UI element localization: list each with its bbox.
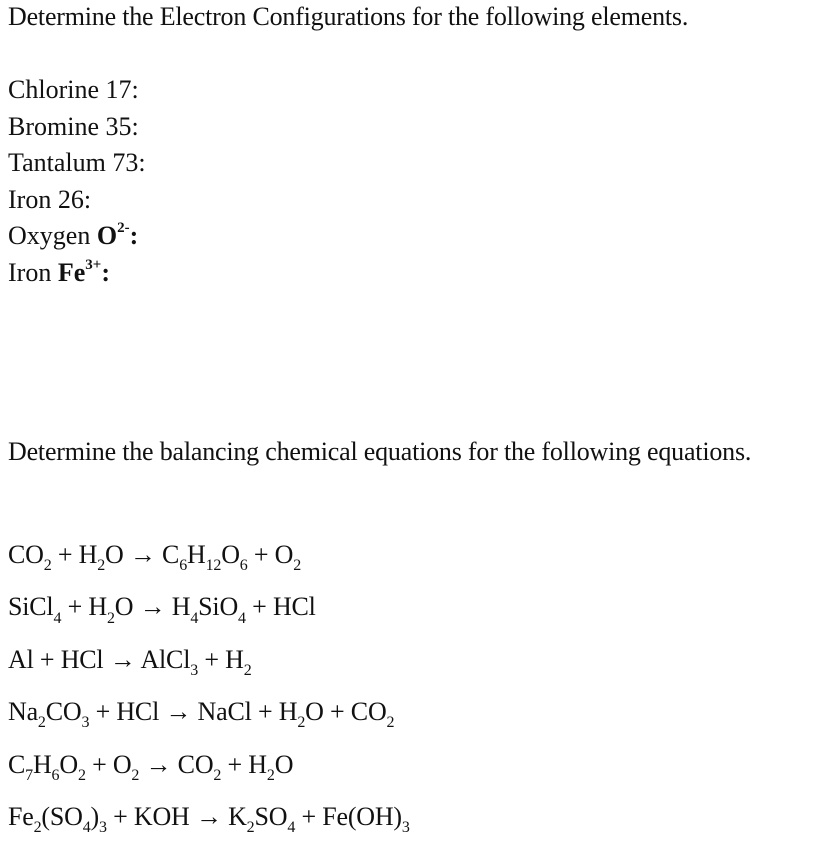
formula-text: CO xyxy=(45,697,82,727)
formula-text: H xyxy=(225,644,244,674)
atomic-number: 26 xyxy=(57,184,84,214)
plus-sign: + xyxy=(57,540,73,569)
product-formula xyxy=(162,540,248,575)
ion-symbol: O xyxy=(96,221,118,250)
subscript: 3 xyxy=(401,819,410,837)
subscript: 2 xyxy=(246,819,255,837)
colon: : xyxy=(83,184,92,214)
formula-text: H xyxy=(78,540,98,569)
reactant-formula xyxy=(8,749,86,784)
ion-charge: 2- xyxy=(117,220,130,237)
colon: : xyxy=(131,75,139,104)
formula-text: HCl xyxy=(60,644,104,674)
reaction-arrow: → xyxy=(129,540,156,569)
atomic-number: 73 xyxy=(112,148,139,177)
formula-text: AlCl xyxy=(140,644,191,674)
reactant-formula xyxy=(8,540,52,575)
subscript: 2 xyxy=(131,766,140,784)
equation-list xyxy=(8,540,410,854)
element-name: Chlorine xyxy=(8,75,99,104)
subscript: 12 xyxy=(205,557,222,575)
formula-text: O xyxy=(112,749,132,779)
atomic-number: 17 xyxy=(105,75,132,104)
subscript: 7 xyxy=(25,766,33,784)
product-formula xyxy=(171,592,246,627)
formula-text: HCl xyxy=(116,697,160,727)
formula-text: O xyxy=(114,592,134,622)
atomic-number: 35 xyxy=(105,111,132,141)
element-line-chlorine xyxy=(8,75,146,112)
reactant-formula xyxy=(112,749,140,784)
subscript: 4 xyxy=(190,609,199,627)
element-name: Bromine xyxy=(8,111,99,141)
subscript: 6 xyxy=(179,557,187,575)
product-formula xyxy=(140,644,199,679)
plus-sign: + xyxy=(257,697,273,727)
formula-text: Fe(OH) xyxy=(322,801,402,831)
colon: : xyxy=(138,148,146,177)
subscript: 4 xyxy=(238,609,246,627)
plus-sign: + xyxy=(330,697,345,727)
formula-text: NaCl xyxy=(197,697,252,727)
formula-text: H xyxy=(32,749,52,779)
configurations-heading: Determine the Electron Configurations for the following elements. xyxy=(8,2,689,31)
subscript: 4 xyxy=(287,819,296,837)
formula-text: KOH xyxy=(133,801,190,831)
plus-sign: + xyxy=(92,749,107,779)
product-formula xyxy=(198,697,252,726)
colon: : xyxy=(131,111,139,141)
subscript: 3 xyxy=(81,714,90,732)
reaction-arrow: → xyxy=(139,592,166,622)
formula-text: CO xyxy=(177,749,214,779)
subscript: 2 xyxy=(213,766,222,784)
ion-symbol: Fe xyxy=(57,257,86,287)
formula-text: C xyxy=(8,749,26,779)
product-formula xyxy=(177,749,222,784)
equation-5 xyxy=(8,750,410,802)
element-name: Iron xyxy=(8,184,52,214)
plus-sign: + xyxy=(39,644,55,674)
product-formula xyxy=(278,697,324,732)
reaction-arrow: → xyxy=(109,644,136,674)
formula-text: Fe xyxy=(8,801,34,831)
formula-text: (SO xyxy=(41,801,83,831)
reactant-formula xyxy=(8,697,90,732)
element-line-tantalum xyxy=(8,148,146,185)
reaction-arrow: → xyxy=(165,697,192,727)
formula-text: HCl xyxy=(272,592,316,622)
formula-text: SO xyxy=(254,801,288,831)
formula-text: C xyxy=(162,540,180,569)
plus-sign: + xyxy=(252,592,267,622)
formula-text: CO xyxy=(350,697,387,727)
reaction-arrow: → xyxy=(145,749,172,779)
equations-heading: Determine the balancing chemical equations for the following equations. xyxy=(8,437,752,466)
formula-text: O xyxy=(59,749,78,779)
element-name: Oxygen xyxy=(8,221,91,250)
subscript: 4 xyxy=(82,819,91,837)
subscript: 2 xyxy=(293,557,302,575)
subscript: 2 xyxy=(33,819,42,837)
subscript: 2 xyxy=(77,766,86,784)
plus-sign: + xyxy=(227,749,242,779)
element-list xyxy=(8,75,146,294)
subscript: 2 xyxy=(106,609,115,627)
formula-text: SiO xyxy=(198,592,239,622)
product-formula xyxy=(322,801,410,837)
element-line-bromine xyxy=(8,112,146,149)
subscript: 2 xyxy=(43,557,52,575)
formula-text: H xyxy=(278,697,298,727)
reaction-arrow: → xyxy=(195,801,222,831)
subscript: 4 xyxy=(53,609,62,627)
formula-text: Al xyxy=(8,644,34,674)
formula-text: K xyxy=(228,801,247,831)
reactant-formula xyxy=(8,801,107,837)
colon: : xyxy=(101,257,110,287)
equation-1 xyxy=(8,540,410,592)
ion-charge: 3+ xyxy=(85,256,102,273)
equation-6 xyxy=(8,802,410,854)
reactant-formula xyxy=(8,645,34,674)
product-formula xyxy=(248,749,294,784)
reactant-formula xyxy=(78,540,124,575)
formula-text: H xyxy=(187,540,206,569)
element-line-iron xyxy=(8,185,146,222)
subscript: 2 xyxy=(97,557,106,575)
formula-text: CO xyxy=(8,540,44,569)
subscript: 6 xyxy=(239,557,248,575)
plus-sign: + xyxy=(301,801,316,831)
formula-text: O xyxy=(221,540,240,569)
element-name: Iron xyxy=(8,257,52,287)
subscript: 3 xyxy=(190,661,199,679)
formula-text: SiCl xyxy=(8,592,54,622)
plus-sign: + xyxy=(113,801,128,831)
subscript: 2 xyxy=(386,714,395,732)
subscript: 2 xyxy=(266,766,275,784)
ion-line-iron xyxy=(8,258,146,295)
subscript: 2 xyxy=(297,714,306,732)
formula-text: Na xyxy=(8,697,38,727)
product-formula xyxy=(350,697,395,732)
subscript: 2 xyxy=(37,714,46,732)
formula-text: O xyxy=(305,697,324,727)
formula-text: O xyxy=(274,749,294,779)
formula-text: O xyxy=(274,540,294,569)
equation-3 xyxy=(8,645,410,697)
reactant-formula xyxy=(61,645,104,674)
subscript: 2 xyxy=(243,661,252,679)
reactant-formula xyxy=(88,592,134,627)
plus-sign: + xyxy=(204,644,219,674)
product-formula xyxy=(228,801,296,837)
plus-sign: + xyxy=(253,540,269,569)
subscript: 3 xyxy=(99,819,107,837)
plus-sign: + xyxy=(95,697,111,727)
plus-sign: + xyxy=(67,592,83,622)
equation-4 xyxy=(8,697,410,749)
formula-text: H xyxy=(171,592,191,622)
product-formula xyxy=(273,592,316,621)
formula-text: ) xyxy=(90,801,99,831)
reactant-formula xyxy=(134,802,190,831)
formula-text: O xyxy=(105,540,124,569)
reactant-formula xyxy=(8,592,62,627)
formula-text: H xyxy=(248,749,267,779)
product-formula xyxy=(225,644,252,679)
colon: : xyxy=(129,221,139,250)
element-name: Tantalum xyxy=(8,148,106,177)
subscript: 6 xyxy=(51,766,60,784)
ion-line-oxygen xyxy=(8,221,146,258)
product-formula xyxy=(274,540,302,575)
reactant-formula xyxy=(116,697,159,726)
formula-text: H xyxy=(88,592,107,622)
equation-2 xyxy=(8,592,410,644)
